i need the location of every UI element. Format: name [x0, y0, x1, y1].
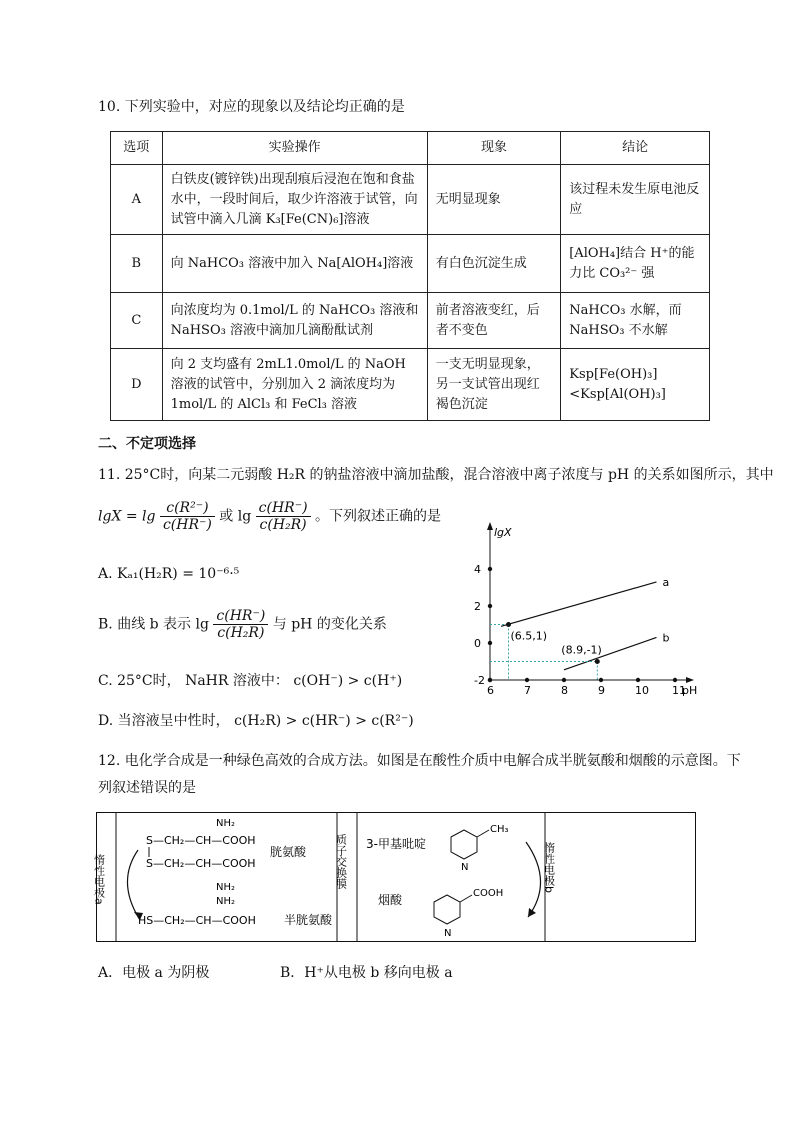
row-option: C	[111, 293, 163, 349]
q12-stem-line2: 列叙述错误的是	[98, 780, 196, 796]
y-tick-dot	[488, 567, 492, 571]
fraction-1-denominator: c(HR⁻)	[162, 517, 212, 533]
cysteine-formula: HS—CH₂—CH—COOH	[138, 914, 256, 927]
q12-option-a: A．电极 a 为阴极	[98, 965, 210, 981]
y-tick-dot	[488, 678, 492, 682]
q10-stem: 10. 下列实验中，对应的现象以及结论均正确的是	[98, 99, 405, 115]
x-tick-dot	[562, 678, 566, 682]
row-operation: 向 NaHCO₃ 溶液中加入 Na[AlOH₄]溶液	[162, 235, 427, 293]
option-b-numerator: c(HR⁻)	[213, 608, 268, 625]
y-axis-label: lgX	[494, 526, 512, 539]
cystine-label: 胱氨酸	[270, 845, 307, 859]
option-b-fraction	[213, 608, 268, 641]
picoline-n: N	[461, 862, 469, 873]
x-axis-arrow	[686, 677, 694, 683]
row-conclusion: NaHCO₃ 水解，而 NaHSO₃ 不水解	[561, 293, 710, 349]
x-tick-label: 6	[487, 684, 494, 697]
series-label-b: b	[662, 631, 670, 645]
data-point	[506, 622, 511, 627]
cystine-nh2-bottom: NH₂	[216, 882, 236, 893]
table-header-row	[111, 132, 710, 165]
row-conclusion: Ksp[Fe(OH)₃]<Ksp[Al(OH)₃]	[561, 349, 710, 421]
header-operation: 实验操作	[162, 132, 427, 165]
row-option: D	[111, 349, 163, 421]
membrane-label: 质子交换膜	[334, 834, 348, 889]
row-operation: 向浓度均为 0.1mol/L 的 NaHCO₃ 溶液和 NaHSO₃ 溶液中滴加几滴酚酞试剂	[162, 293, 427, 349]
table-row	[111, 293, 710, 349]
row-operation: 向 2 支均盛有 2mL1.0mol/L 的 NaOH 溶液的试管中，分别加入 2 滴浓度均为 1mol/L 的 AlCl₃ 和 FeCl₃ 溶液	[162, 349, 427, 421]
q11-lgx-definition	[98, 500, 441, 533]
electrolysis-diagram	[92, 812, 696, 942]
header-option: 选项	[111, 132, 163, 165]
row-conclusion: 该过程未发生原电池反应	[561, 165, 710, 235]
option-b-denominator: c(H₂R)	[217, 625, 265, 641]
x-tick-label: 10	[635, 684, 649, 697]
picoline-label: 3-甲基吡啶	[366, 837, 426, 851]
q11-option-c: C. 25°C时， NaHR 溶液中： c(OH⁻) > c(H⁺)	[98, 673, 403, 689]
lgx-ph-chart	[460, 520, 710, 700]
picoline-ch3: CH₃	[490, 824, 509, 835]
row-option: A	[111, 165, 163, 235]
x-tick-dot	[599, 678, 603, 682]
picoline-ring	[451, 830, 477, 859]
row-phenomenon: 有白色沉淀生成	[427, 235, 561, 293]
table-row	[111, 235, 710, 293]
point-label: (8.9,-1)	[561, 643, 602, 657]
x-tick-dot	[525, 678, 529, 682]
table-row	[111, 165, 710, 235]
experiment-table	[110, 131, 710, 421]
fraction-2	[256, 500, 311, 533]
lgx-lhs: lgX = lg	[98, 508, 156, 525]
x-tick-label: 7	[524, 684, 531, 697]
q12-option-b: B．H⁺从电极 b 移向电极 a	[280, 965, 453, 981]
cysteine-nh2: NH₂	[216, 896, 236, 907]
series-label-a: a	[662, 575, 670, 589]
y-tick-dot	[488, 604, 492, 608]
fraction-1	[160, 500, 215, 533]
point-label: (6.5,1)	[510, 629, 548, 643]
nicotinic-n: N	[444, 928, 452, 939]
fraction-1-numerator: c(R²⁻)	[160, 500, 215, 517]
y-tick-label: 0	[474, 637, 481, 650]
nicotinic-ring	[434, 895, 460, 924]
q11-stem: 11. 25°C时，向某二元弱酸 H₂R 的钠盐溶液中滴加盐酸，混合溶液中离子浓度与 pH 的关系如图所示，其中	[98, 467, 774, 483]
q11-option-b	[98, 608, 387, 641]
picoline-methyl-bond	[477, 830, 489, 837]
row-phenomenon: 前者溶液变红，后者不变色	[427, 293, 561, 349]
header-conclusion: 结论	[561, 132, 710, 165]
y-axis-arrow	[487, 522, 493, 530]
nicotinic-label: 烟酸	[378, 893, 403, 907]
chart-marks	[474, 563, 686, 697]
arrow-left-curve	[127, 850, 140, 920]
table-row	[111, 349, 710, 421]
data-point	[595, 659, 600, 664]
x-tick-label: 11	[672, 684, 686, 697]
q12-stem-line1: 12. 电化学合成是一种绿色高效的合成方法。如图是在酸性介质中电解合成半胱氨酸和烟酸的示意图。下	[98, 753, 741, 769]
nicotinic-acid-bond	[460, 895, 472, 902]
arrow-right-head	[528, 908, 536, 917]
row-option: B	[111, 235, 163, 293]
x-tick-label: 9	[598, 684, 605, 697]
cysteine-label: 半胱氨酸	[284, 913, 333, 927]
or-text: 或 lg	[219, 508, 252, 525]
row-phenomenon: 无明显现象	[427, 165, 561, 235]
fraction-2-denominator: c(H₂R)	[259, 517, 307, 533]
row-conclusion: [AlOH₄]结合 H⁺的能力比 CO₃²⁻ 强	[561, 235, 710, 293]
electrode-a-label: 惰性电极a	[92, 854, 106, 905]
y-tick-label: 4	[474, 563, 481, 576]
q11-tail: 。下列叙述正确的是	[315, 508, 441, 525]
y-tick-label: 2	[474, 600, 481, 613]
cystine-line-1: S—CH₂—CH—COOH	[146, 834, 256, 847]
electrode-b-label: 惰性电极b	[542, 842, 556, 893]
x-tick-label: 8	[561, 684, 568, 697]
y-tick-dot	[488, 641, 492, 645]
section-heading: 二、不定项选择	[98, 436, 196, 452]
x-tick-dot	[636, 678, 640, 682]
q11-option-a: A. Kₐ₁(H₂R) = 10⁻⁶·⁵	[98, 566, 240, 582]
row-operation: 白铁皮(镀锌铁)出现刮痕后浸泡在饱和食盐水中，一段时间后，取少许溶液于试管，向试管中滴入几滴 K₃[Fe(CN)₆]溶液	[162, 165, 427, 235]
nicotinic-cooh: COOH	[473, 888, 504, 899]
fraction-2-numerator: c(HR⁻)	[256, 500, 311, 517]
row-phenomenon: 一支无明显现象，另一支试管出现红褐色沉淀	[427, 349, 561, 421]
header-phenomenon: 现象	[427, 132, 561, 165]
cystine-nh2-top: NH₂	[216, 818, 236, 829]
y-tick-label: -2	[474, 674, 485, 687]
q11-option-d: D. 当溶液呈中性时， c(H₂R) > c(HR⁻) > c(R²⁻)	[98, 713, 414, 729]
x-axis-label: pH	[682, 684, 698, 697]
x-tick-dot	[673, 678, 677, 682]
option-b-prefix: B. 曲线 b 表示 lg	[98, 616, 209, 633]
cystine-line-2: S—CH₂—CH—COOH	[146, 857, 256, 870]
arrow-right-curve	[526, 842, 541, 917]
option-b-suffix: 与 pH 的变化关系	[272, 616, 387, 633]
series-line-a	[501, 582, 656, 626]
